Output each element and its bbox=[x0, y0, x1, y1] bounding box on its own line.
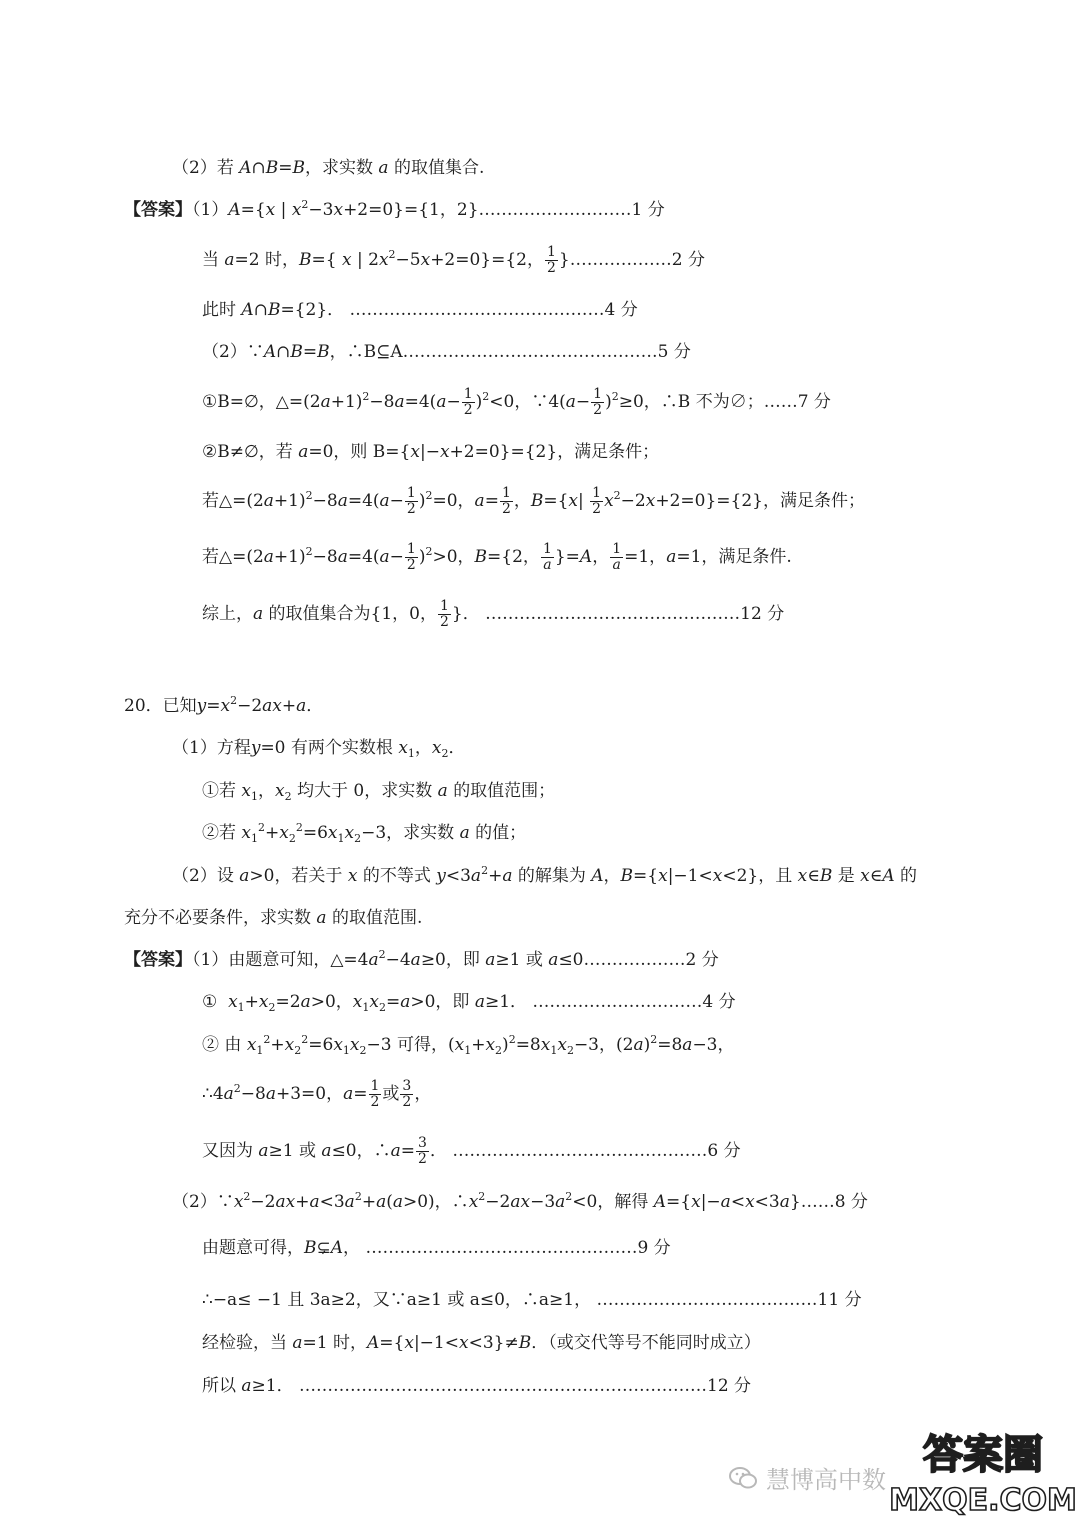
score-5: ………………………………………5 分 bbox=[402, 342, 691, 362]
score-8: ……8 分 bbox=[800, 1192, 868, 1212]
q19-answer-line8: 若$\triangle=(2a+1)^2-8a=4(a-$ $\frac{1}{2}$ )$^2$>0，B={2， $\frac{1}{a}$ }=A， $\frac{1}{a}$ =1，a=1，满足条件. bbox=[202, 541, 792, 573]
fraction: $\frac{1}{2}$ bbox=[440, 598, 449, 630]
fraction: $\frac{1}{2}$ bbox=[370, 1078, 380, 1110]
q19-answer-line1: 【答案】（1）A={x | $x^2-3x+2=0\}=\{1$，2}………………………1 分 bbox=[124, 198, 665, 220]
q20-answer-line10: 所以 a≥1． ………………………………………………………………12 分 bbox=[202, 1376, 752, 1396]
text: ①若 bbox=[202, 781, 236, 801]
text: 的不等式 bbox=[362, 866, 431, 886]
text: ②若 bbox=[202, 823, 236, 843]
q20-part2-line1: （2）设 a>0，若关于 x 的不等式 $y<3a^2+a$ 的解集为 A，B={x|−1<x<2}，且 x∈B 是 x∈A 的 bbox=[172, 864, 917, 886]
wechat-icon bbox=[728, 1465, 758, 1491]
text: =2 时， bbox=[234, 250, 300, 270]
text: 的取值集合为 bbox=[268, 604, 371, 624]
text: （或交代等号不能同时成立） bbox=[548, 1333, 761, 1353]
text: （1）由题意可知， bbox=[192, 950, 331, 970]
text: （2）设 bbox=[172, 866, 234, 886]
score-12: ………………………………………12 分 bbox=[485, 604, 785, 624]
text: （2）∵ bbox=[172, 1192, 234, 1212]
q19-part2: （2）若 A∩B=B，求实数 a 的取值集合. bbox=[172, 158, 485, 178]
score-4: ………………………………………4 分 bbox=[349, 300, 638, 320]
text: ∴−a≤ −1 且 3a≥2，又∵a≥1 或 a≤0，∴a≥1， bbox=[202, 1290, 592, 1310]
logo-graphic bbox=[889, 1422, 1077, 1518]
answer-tag: 【答案】 bbox=[124, 200, 192, 220]
fraction: $\frac{1}{2}$ bbox=[406, 541, 416, 573]
text: 有两个实数根 bbox=[290, 738, 393, 758]
score-4: …………………………4 分 bbox=[532, 992, 736, 1012]
text: （1）方程 bbox=[172, 738, 251, 758]
fraction: $\frac{1}{2}$ bbox=[406, 485, 416, 517]
answer-tag: 【答案】 bbox=[124, 950, 192, 970]
text: 的值； bbox=[475, 823, 527, 843]
score-6: ………………………………………6 分 bbox=[452, 1141, 741, 1161]
watermark-account: 慧博高中数 bbox=[766, 1466, 886, 1494]
q19-answer-line4: （2）∵A∩B=B，∴B⊆A………………………………………5 分 bbox=[202, 342, 691, 362]
score-1: ………………………1 分 bbox=[478, 200, 665, 220]
q20-answer-line1: 【答案】（1）由题意可知，$\triangle=4a^2-4a\ge 0$，即 a≥1 或 a≤0………………2 分 bbox=[124, 948, 719, 970]
fraction: $\frac{3}{2}$ bbox=[402, 1078, 412, 1110]
q19-answer-line2: 当 a=2 时，B={ x | $2x^2-5x+2=0\}=\{2$， $\frac{1}{2}$ }………………2 分 bbox=[202, 244, 705, 276]
q20-part1b: ②若 $x_1^2+x_2^2=6x_1x_2-3$，求实数 a 的值； bbox=[202, 821, 527, 845]
q20-answer-line2: ① $x_1+x_2=2a>0$，$x_1x_2=a>0$，即 a≥1． …………………………4 分 bbox=[202, 992, 736, 1014]
text: ② 由 bbox=[202, 1035, 242, 1055]
q19-answer-line9: 综上，a 的取值集合为{1，0， $\frac{1}{2}$ }． ………………………………………12 分 bbox=[202, 598, 785, 630]
q20-part1: （1）方程y=0 有两个实数根 $x_1$，$x_2$． bbox=[172, 738, 466, 760]
q20-answer-line6: $(2)\because x^2-2ax+a<3a^2+a(a>0)$，$\therefore x^2-2ax-3a^2<0$，解得 A={x|−a<x<3a}……8 分 bbox=[172, 1190, 868, 1212]
text: 充分不必要条件，求实数 bbox=[124, 908, 311, 928]
q20-answer-line9: 经检验，当 a=1 时，A={x|−1<x<3}≠B．（或交代等号不能同时成立） bbox=[202, 1333, 761, 1353]
score-9: …………………………………………9 分 bbox=[365, 1238, 671, 1258]
q19-answer-line3: 此时 A∩B={2}． ………………………………………4 分 bbox=[202, 300, 638, 320]
fraction: $\frac{3}{2}$ bbox=[418, 1135, 427, 1167]
text: ，满足条件； bbox=[557, 442, 660, 462]
q20-part1a: ①若 $x_1$，$x_2$ 均大于 0，求实数 a 的取值范围； bbox=[202, 781, 556, 803]
fraction: $\frac{1}{2}$ bbox=[593, 386, 603, 418]
text: 由题意可得， bbox=[202, 1238, 304, 1258]
q20-part2-line2: 充分不必要条件，求实数 a 的取值范围. bbox=[124, 908, 423, 928]
q20-answer-line8 bbox=[202, 1290, 862, 1310]
q20-answer-line3: ② 由 $x_1^2+x_2^2=6x_1x_2-3$ 可得，$(x_1+x_2)^2=8x_1x_2-3$，$(2a)^2=8a-3$， bbox=[202, 1033, 735, 1057]
text: ，解得 bbox=[597, 1192, 649, 1212]
step-label: （1） bbox=[192, 200, 229, 220]
q20-answer-line7: 由题意可得，B⊊A， …………………………………………9 分 bbox=[202, 1238, 671, 1258]
fraction: $\frac{1}{2}$ bbox=[463, 386, 473, 418]
score-2: ………………2 分 bbox=[569, 250, 705, 270]
text: （2）∵ bbox=[202, 342, 264, 362]
fraction: $\frac{1}{2}$ bbox=[592, 485, 602, 517]
fraction: $\frac{1}{a}$ bbox=[542, 541, 552, 573]
fraction: $\frac{1}{2}$ bbox=[501, 485, 511, 517]
wechat-watermark bbox=[728, 1460, 886, 1495]
score-2: ………………2 分 bbox=[583, 950, 719, 970]
text: ，满足条件. bbox=[701, 547, 792, 567]
text: 均大于 0，求实数 bbox=[297, 781, 433, 801]
score-7: ……7 分 bbox=[763, 392, 831, 412]
text: ，求实数 bbox=[386, 823, 455, 843]
text: 当 bbox=[202, 250, 219, 270]
q19-answer-line5: ①B=∅，$\triangle=(2a+1)^2-8a=4(a-$ $\frac{1}{2}$ )$^2$<0，∵4(a− $\frac{1}{2}$ )$^2$≥0，∴B 不为∅；……7 分 bbox=[202, 386, 831, 418]
text: 的 bbox=[900, 866, 917, 886]
text: 可得， bbox=[396, 1035, 448, 1055]
q19-answer-line7: 若$\triangle=(2a+1)^2-8a=4(a-$ $\frac{1}{2}$ )$^2$=0，a= $\frac{1}{2}$ ，B={x| $\frac{1}{2}$ $x^2-2x+2=0\}=\{2\}$，满足条件； bbox=[202, 485, 865, 517]
text: 的取值范围. bbox=[331, 908, 423, 928]
fraction: $\frac{1}{a}$ bbox=[612, 541, 622, 573]
logo-url: MXQE.COM bbox=[889, 1483, 1077, 1518]
text: 的取值范围； bbox=[453, 781, 556, 801]
text: 综上， bbox=[202, 604, 253, 624]
score-11: …………………………………11 分 bbox=[596, 1290, 862, 1310]
q19-part2-tail: 的取值集合. bbox=[393, 158, 485, 178]
text: ，满足条件； bbox=[762, 491, 865, 511]
text: ，若关于 bbox=[274, 866, 343, 886]
text: 经检验，当 bbox=[202, 1333, 287, 1353]
text: 此时 bbox=[202, 300, 236, 320]
text: ②B≠∅，若 bbox=[202, 442, 293, 462]
fraction: $\frac{1}{2}$ bbox=[547, 244, 556, 276]
q19-part2-lead: （2）若 bbox=[172, 158, 234, 178]
logo-text: 答案圈 bbox=[923, 1432, 1043, 1478]
text: 又因为 bbox=[202, 1141, 253, 1161]
q20-answer-line5: 又因为 a≥1 或 a≤0，∴a= $\frac{3}{2}$ ． ………………………………………6 分 bbox=[202, 1135, 741, 1167]
q20-answer-line4: $\therefore 4a^2-8a+3=0$，a= $\frac{1}{2}$ 或 $\frac{3}{2}$ ， bbox=[202, 1078, 432, 1110]
score-12: ………………………………………………………………12 分 bbox=[299, 1376, 752, 1396]
q20-stem: 20．已知$y=x^2-2ax+a$． bbox=[124, 694, 324, 716]
text: 所以 bbox=[202, 1376, 236, 1396]
text: 的解集为 bbox=[517, 866, 586, 886]
q19-answer-line6: ②B≠∅，若 a=0，则 B={x|−x+2=0}={2}，满足条件； bbox=[202, 442, 660, 462]
question-number: 20．已知 bbox=[124, 696, 197, 716]
answer-circle-logo bbox=[889, 1422, 1077, 1518]
